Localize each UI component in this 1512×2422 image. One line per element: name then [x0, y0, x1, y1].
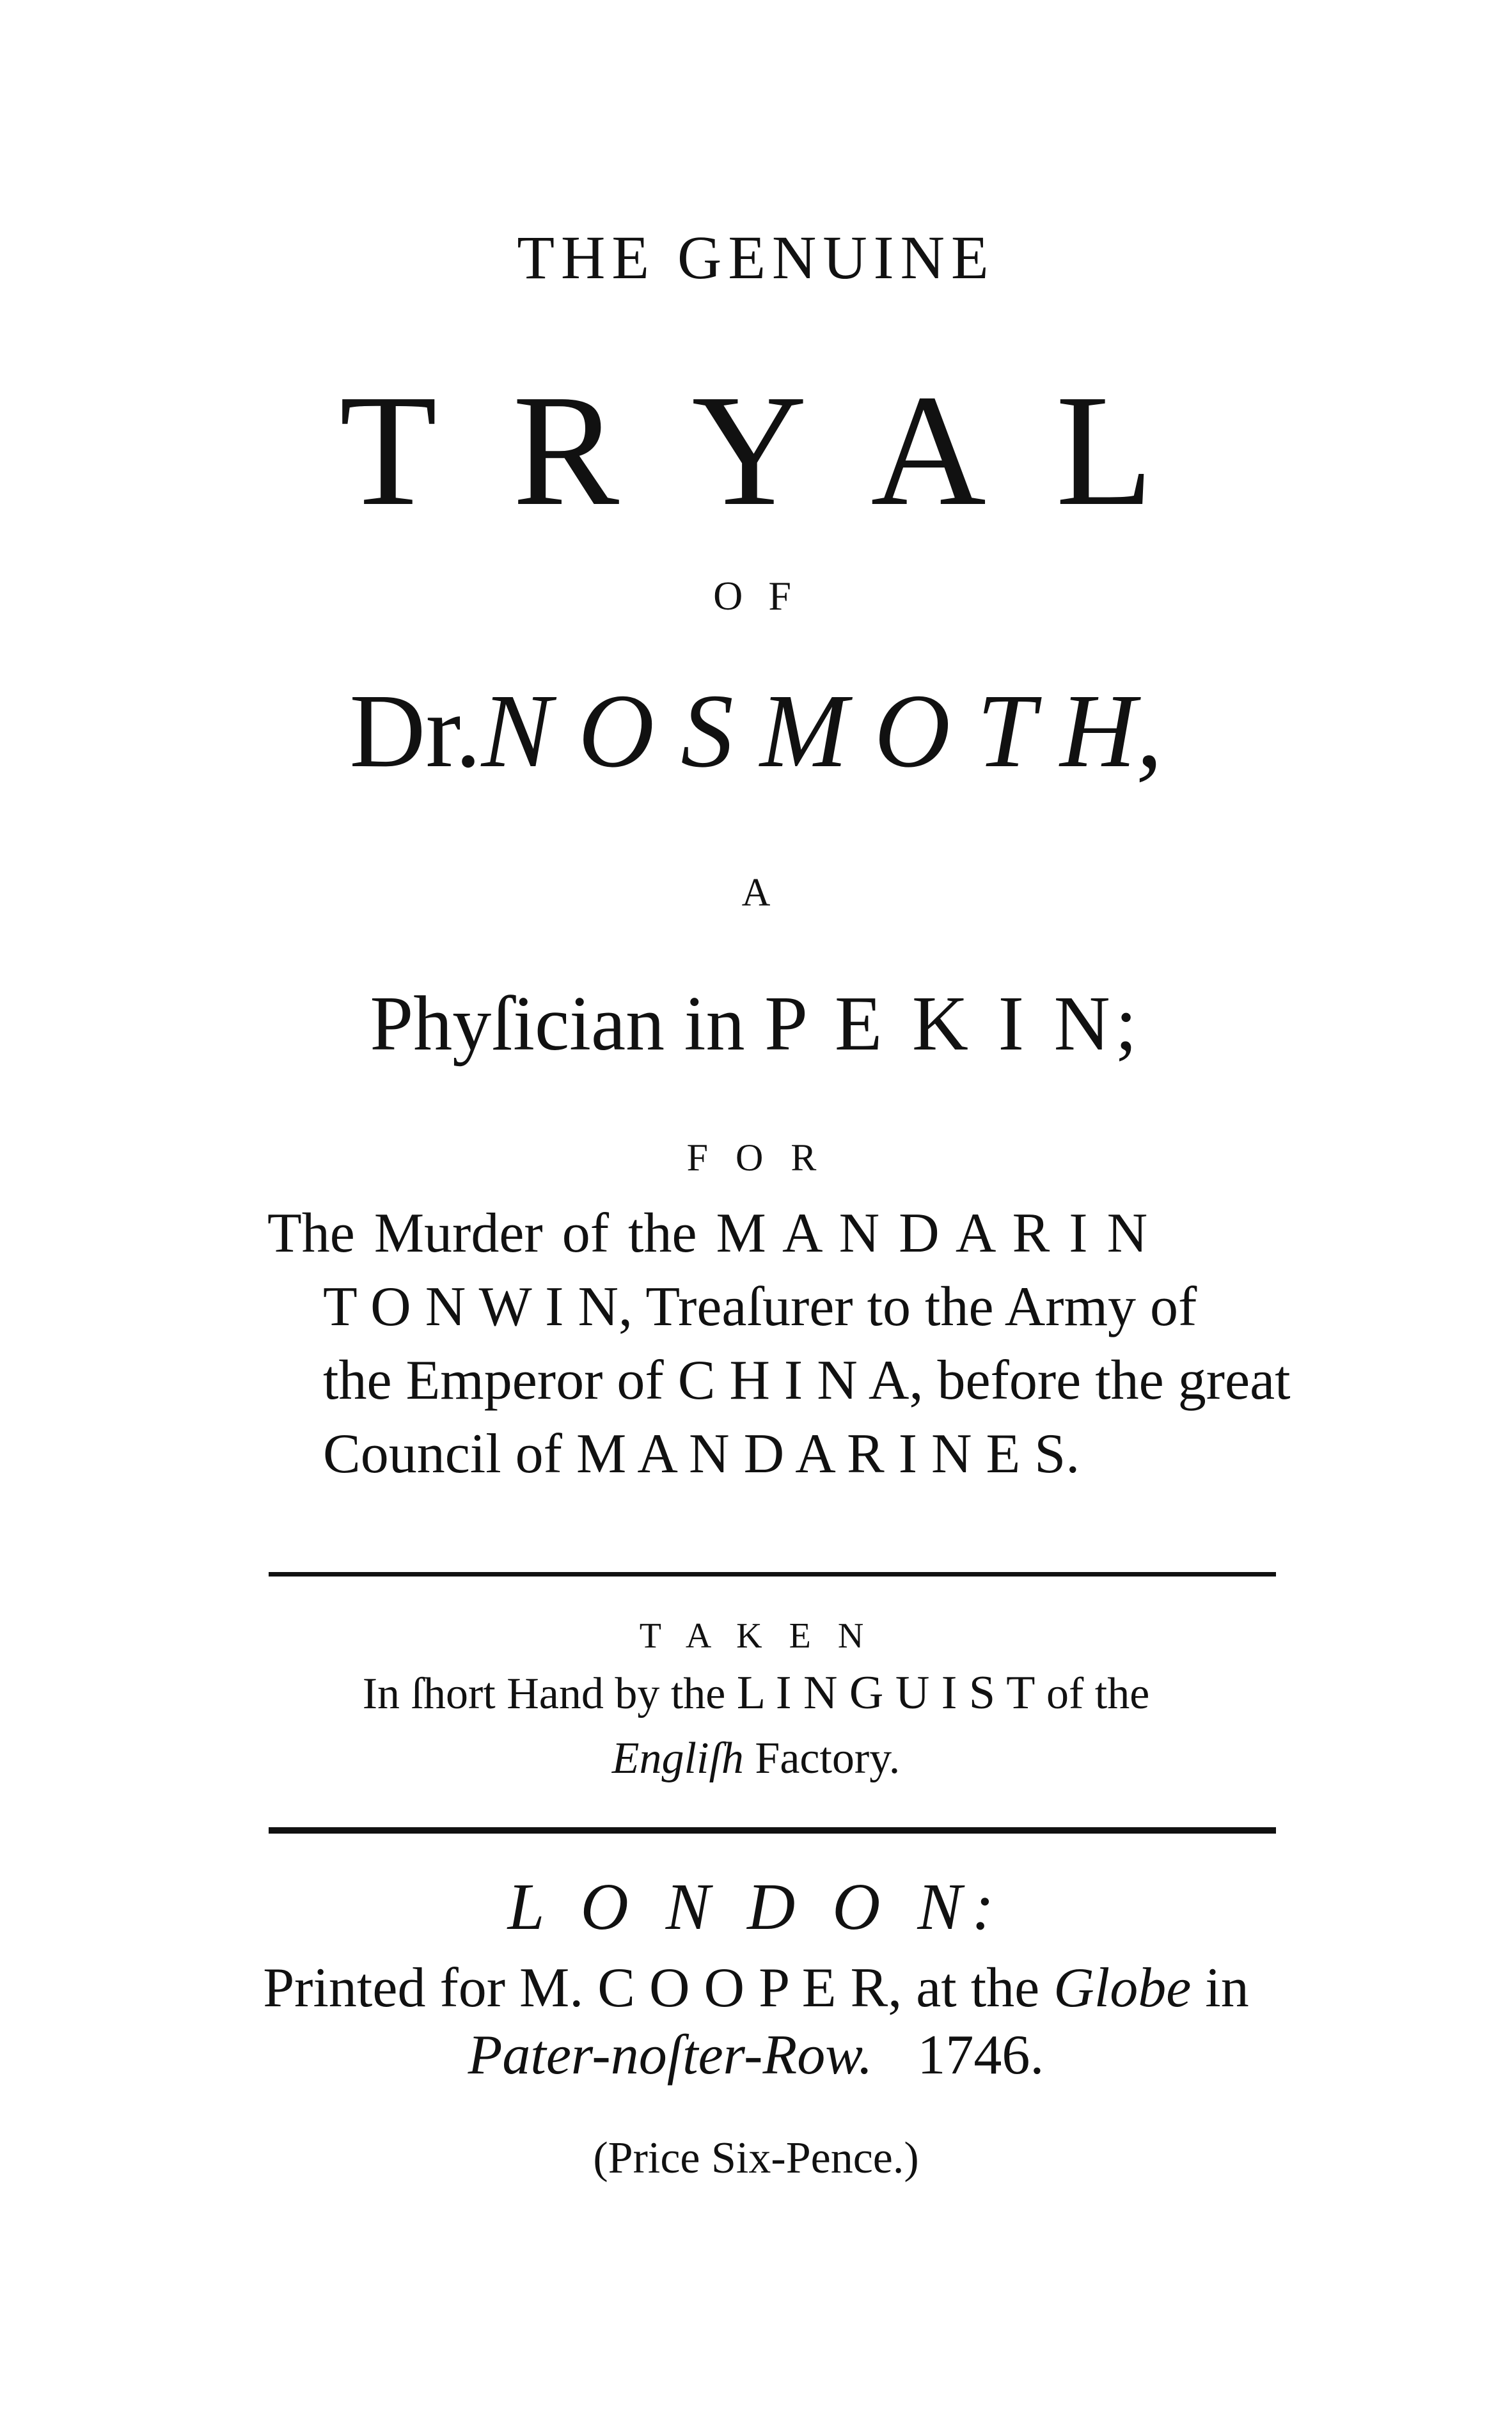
desc-line-4 [323, 1423, 1080, 1485]
taken-line-1-caps: L I N G U I S T [736, 1667, 1036, 1719]
imprint-price-text: (Price Six-Pence.) [593, 2134, 919, 2183]
imprint-line-1-pre: Printed for M. [263, 1957, 598, 2019]
name-nosmoth: N O S M O T H, [481, 672, 1163, 789]
imprint-line-1-mid: at the [902, 1957, 1054, 2019]
title-line-tryal [0, 362, 1512, 539]
taken-line-2-it: Engliſh [611, 1734, 744, 1783]
title-line-for [0, 1138, 1512, 1177]
taken-line-1-post: of the [1035, 1669, 1150, 1718]
divider-bottom [269, 1827, 1276, 1834]
article-a: A [741, 871, 771, 915]
title-line-article [0, 873, 1512, 913]
name-prefix: Dr. [349, 672, 482, 789]
desc-line-1-caps: M A N D A R I N [716, 1202, 1148, 1264]
imprint-line-1-caps: C O O P E R, [597, 1957, 902, 2019]
desc-line-3 [323, 1349, 1291, 1412]
imprint-line-2-it: Pater-noſter-Row. [468, 2024, 873, 2086]
desc-line-3-caps: C H I N A, [677, 1349, 924, 1412]
imprint-price [0, 2136, 1512, 2181]
imprint-line-1-post: in [1191, 1957, 1249, 2019]
for-text: F O R [686, 1136, 826, 1179]
taken-text: T A K E N [639, 1616, 873, 1656]
desc-line-3-rest: before the great [923, 1349, 1291, 1412]
title-tryal-text: T R Y A L [339, 362, 1173, 539]
title-line-physician [0, 980, 1512, 1067]
physician-pre: Phyſician in [370, 980, 765, 1067]
imprint-line-1 [0, 1957, 1512, 2019]
taken-line-2 [0, 1736, 1512, 1781]
physician-place: P E K I N; [764, 980, 1142, 1067]
title-line-genuine [0, 223, 1512, 292]
taken-line-2-rest: Factory. [743, 1734, 901, 1783]
taken-line-1-pre: In ſhort Hand by the [362, 1669, 737, 1718]
taken-line-1 [0, 1669, 1512, 1717]
desc-line-1 [267, 1202, 1148, 1264]
imprint-city [0, 1870, 1512, 1944]
divider-top [269, 1572, 1276, 1577]
title-of-text: O F [713, 573, 799, 618]
desc-line-2-rest: Treaſurer to the Army of [633, 1276, 1197, 1338]
imprint-line-2-year: 1746. [917, 2024, 1044, 2086]
title-line-name [0, 672, 1512, 789]
title-line-of [0, 573, 1512, 618]
taken-line [0, 1618, 1512, 1654]
imprint-line-1-it: Globe [1053, 1957, 1192, 2019]
title-genuine-text: THE GENUINE [517, 223, 995, 292]
imprint-line-2 [0, 2024, 1512, 2086]
desc-line-4-caps: M A N D A R I N E S. [576, 1423, 1080, 1485]
desc-line-3-pre: the Emperor of [323, 1349, 678, 1412]
imprint-city-text: L O N D O N: [507, 1870, 1005, 1944]
desc-line-1-pre: The Murder of the [267, 1202, 716, 1264]
desc-line-2 [323, 1276, 1197, 1338]
desc-line-2-caps: T O N W I N, [323, 1276, 633, 1338]
desc-line-4-pre: Council of [323, 1423, 576, 1485]
